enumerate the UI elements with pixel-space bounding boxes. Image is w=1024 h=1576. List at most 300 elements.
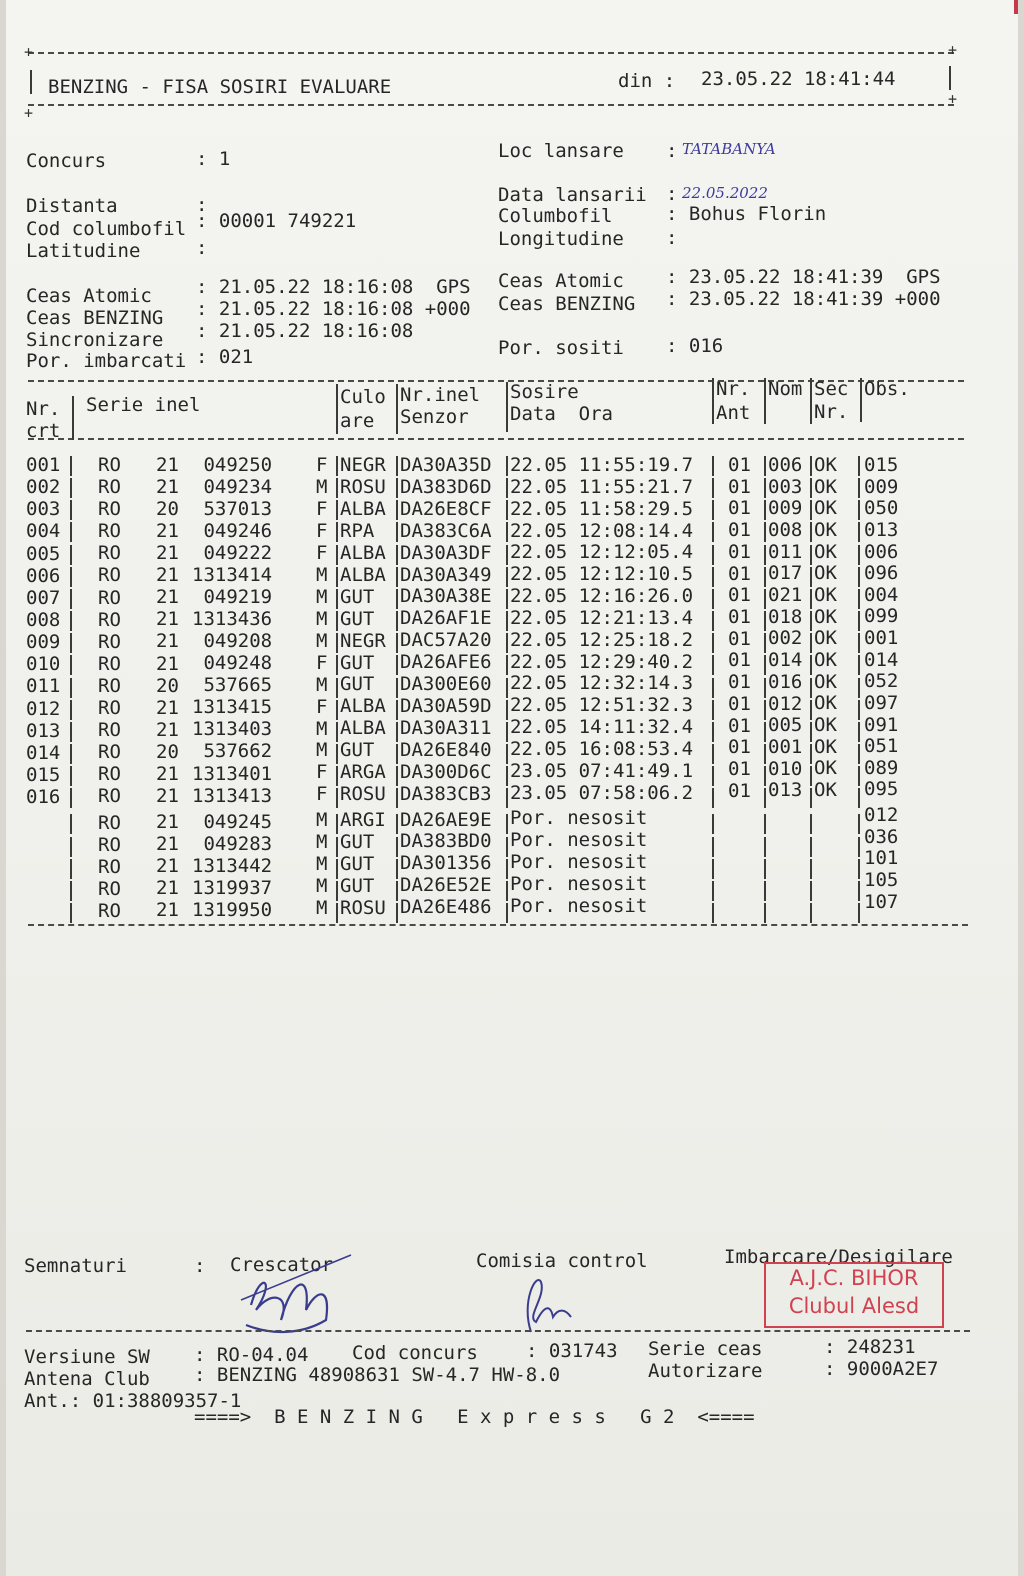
col-header-crt: crt [26, 420, 61, 442]
cell-obs: 101 [864, 847, 899, 870]
benzing-banner: ====> B E N Z I N G E x p r e s s G 2 <==== [194, 1406, 755, 1428]
value-por-sositi: : 016 [666, 335, 724, 357]
column-separator [396, 500, 398, 520]
col-header-sec-2: Nr. [814, 401, 849, 423]
cell-an: 21 [156, 520, 179, 543]
column-separator [764, 678, 766, 698]
column-separator [810, 814, 812, 834]
cell-tara: RO [98, 833, 121, 856]
cell-sosire: 22.05 14:11:32.4 [510, 716, 694, 739]
column-separator [336, 500, 338, 520]
cell-senzor: DA26E8CF [400, 497, 492, 520]
cell-inel: 1313442 [192, 854, 273, 877]
cell-senzor: DA26E52E [400, 874, 492, 897]
cell-sec: OK [814, 518, 837, 541]
column-separator [396, 478, 398, 498]
cell-obs: 050 [864, 497, 899, 520]
cell-inel: 1313401 [192, 762, 273, 785]
column-separator [810, 722, 812, 742]
column-separator [70, 522, 72, 542]
cell-senzor: DA383BD0 [400, 830, 492, 853]
column-separator [712, 766, 714, 786]
value-ceas-benzing-start: : 21.05.22 18:16:08 +000 [196, 298, 471, 320]
cell-nr-crt: 003 [26, 498, 61, 521]
column-separator [858, 766, 860, 786]
cell-culoare: ARGA [340, 761, 386, 784]
cell-nom: 013 [768, 779, 803, 802]
value-ceas-benzing-end: : 23.05.22 18:41:39 +000 [666, 288, 941, 310]
cell-sosire: Por. nesosit [510, 829, 648, 852]
cell-nr-ant: 01 [728, 779, 751, 802]
column-separator [506, 456, 508, 476]
column-separator [712, 478, 714, 498]
column-separator [810, 744, 812, 764]
antena-value: : BENZING 48908631 SW-4.7 HW-8.0 [194, 1364, 561, 1386]
column-separator [336, 766, 338, 786]
column-separator [70, 859, 72, 879]
cell-an: 21 [156, 630, 179, 653]
value-columbofil: : Bohus Florin [666, 203, 827, 225]
column-separator [712, 589, 714, 609]
cell-culoare: NEGR [340, 454, 386, 476]
column-separator [336, 678, 338, 698]
cell-inel: 049246 [192, 520, 273, 543]
cell-tara: RO [98, 811, 121, 834]
column-separator [810, 567, 812, 587]
column-separator [712, 522, 714, 542]
cell-sex: M [316, 607, 328, 630]
column-separator [506, 633, 508, 653]
stamp-line-2: Clubul Alesd [788, 1294, 920, 1318]
cell-obs: 099 [864, 605, 899, 628]
signatures-sep: : [194, 1255, 206, 1277]
column-separator [858, 903, 860, 923]
cell-sec: OK [814, 735, 837, 758]
cell-culoare: ROSU [340, 783, 386, 806]
cell-nom: 017 [768, 562, 803, 585]
cell-sec: OK [814, 627, 837, 650]
column-separator [764, 744, 766, 764]
column-separator [764, 456, 766, 476]
cell-sosire: 22.05 12:25:18.2 [510, 628, 694, 651]
cell-obs: 107 [864, 890, 899, 913]
versiune-label: Versiune SW [24, 1346, 150, 1368]
value-data-lansarii: : [666, 183, 678, 205]
cell-an: 21 [156, 810, 179, 833]
cell-tara: RO [98, 855, 121, 878]
column-separator [764, 611, 766, 631]
column-separator [712, 456, 714, 476]
column-separator [396, 744, 398, 764]
cell-an: 21 [156, 652, 179, 675]
cell-tara: RO [98, 697, 121, 720]
cell-culoare: GUT [340, 853, 375, 876]
column-separator [764, 478, 766, 498]
label-por-imbarcati: Por. imbarcati [26, 350, 187, 372]
column-separator [336, 744, 338, 764]
table-row [6, 498, 1018, 520]
column-separator [858, 859, 860, 879]
column-separator [396, 522, 398, 542]
cell-sosire: 22.05 12:16:26.0 [510, 585, 694, 608]
column-separator [764, 545, 766, 565]
cell-sosire: 22.05 12:12:05.4 [510, 541, 694, 564]
cell-obs: 015 [864, 454, 899, 476]
cell-sex: M [316, 563, 328, 586]
cell-nr-crt: 015 [26, 763, 61, 786]
cell-tara: RO [98, 542, 121, 565]
cell-sex: M [316, 809, 328, 832]
cell-senzor: DA26AE9E [400, 808, 492, 831]
label-cod-columbofil: Cod columbofil [26, 218, 187, 240]
column-separator [396, 456, 398, 476]
column-separator [396, 589, 398, 609]
cell-an: 21 [156, 542, 179, 565]
cell-nr-ant: 01 [728, 454, 751, 476]
cell-obs: 052 [864, 670, 899, 693]
cell-nom: 014 [768, 649, 803, 672]
column-separator [336, 655, 338, 675]
cell-nr-ant: 01 [728, 584, 751, 607]
cell-nr-ant: 01 [728, 519, 751, 542]
cell-inel: 049283 [192, 832, 273, 855]
column-separator [396, 545, 398, 565]
column-separator [764, 700, 766, 720]
table-row [6, 454, 1018, 476]
col-header-sosire: Sosire [510, 381, 579, 403]
cell-inel: 1313413 [192, 784, 273, 807]
column-separator [810, 522, 812, 542]
header-top-rule [28, 52, 954, 54]
column-separator [764, 766, 766, 786]
cell-tara: RO [98, 652, 121, 675]
column-separator [396, 633, 398, 653]
cell-culoare: GUT [340, 585, 375, 608]
column-separator [764, 522, 766, 542]
column-separator [336, 814, 338, 834]
cell-tara: RO [98, 763, 121, 786]
column-separator [506, 881, 508, 901]
cell-sosire: 22.05 11:55:21.7 [510, 475, 694, 498]
cell-obs: 089 [864, 756, 899, 779]
cell-nr-ant: 01 [728, 475, 751, 498]
cell-culoare: RPA [340, 519, 375, 542]
col-header-culoare-1: Culo [340, 386, 386, 408]
signatures-label: Semnaturi [24, 1255, 127, 1277]
column-separator [396, 766, 398, 786]
cell-obs: 091 [864, 713, 899, 736]
cell-obs: 036 [864, 825, 899, 848]
cell-sosire: 22.05 12:21:13.4 [510, 606, 694, 629]
cell-sec: OK [814, 583, 837, 606]
label-data-lansarii: Data lansarii [498, 184, 647, 206]
column-separator [764, 633, 766, 653]
cell-an: 21 [156, 718, 179, 741]
column-separator [70, 500, 72, 520]
cell-culoare: ROSU [340, 896, 386, 919]
column-separator [70, 700, 72, 720]
column-separator [858, 788, 860, 808]
column-separator [858, 837, 860, 857]
column-separator [858, 633, 860, 653]
cell-nr-ant: 01 [728, 757, 751, 780]
report-date-value: 23.05.22 18:41:44 [701, 68, 896, 90]
column-separator [506, 478, 508, 498]
cell-sosire: 23.05 07:41:49.1 [510, 759, 694, 782]
cell-sex: M [316, 629, 328, 652]
stamp-line-1: A.J.C. BIHOR [789, 1266, 919, 1290]
cell-nr-crt: 010 [26, 653, 61, 676]
column-separator [858, 700, 860, 720]
column-separator [506, 655, 508, 675]
cell-nr-ant: 01 [728, 562, 751, 585]
cell-tara: RO [98, 719, 121, 742]
cell-nom: 016 [768, 670, 803, 693]
cell-nom: 011 [768, 540, 803, 563]
cell-sex: M [316, 673, 328, 696]
column-separator [764, 903, 766, 923]
cell-senzor: DA30A59D [400, 695, 492, 717]
label-sincronizare: Sincronizare [26, 329, 164, 351]
col-header-sec-1: Sec [814, 378, 849, 400]
cell-nr-crt: 005 [26, 542, 61, 565]
value-ceas-atomic-end: : 23.05.22 18:41:39 GPS [666, 266, 941, 288]
cell-an: 21 [156, 877, 179, 900]
cell-nr-crt: 008 [26, 608, 61, 631]
cell-sec: OK [814, 605, 837, 628]
value-longitudine: : [666, 227, 678, 249]
column-separator [396, 788, 398, 808]
versiune-value: : RO-04.04 [194, 1344, 309, 1366]
column-separator [70, 722, 72, 742]
column-separator [506, 744, 508, 764]
label-ceas-atomic-start: Ceas Atomic [26, 285, 152, 307]
cell-an: 21 [156, 784, 179, 807]
cell-sec: OK [814, 540, 837, 563]
cell-inel: 049250 [192, 454, 273, 476]
column-separator [70, 744, 72, 764]
cell-an: 21 [156, 586, 179, 609]
label-loc-lansare: Loc lansare [498, 140, 624, 162]
column-separator [764, 837, 766, 857]
cell-obs: 001 [864, 627, 899, 649]
red-edge-mark [1014, 0, 1018, 14]
column-separator [712, 744, 714, 764]
column-separator [858, 589, 860, 609]
column-separator [810, 545, 812, 565]
cell-sec: OK [814, 475, 837, 498]
cell-sec: OK [814, 454, 837, 476]
cell-nom: 005 [768, 714, 803, 737]
cell-nr-crt: 014 [26, 741, 61, 764]
cell-senzor: DA26AF1E [400, 607, 492, 630]
cell-obs: 009 [864, 475, 899, 498]
report-date-label: din : [618, 70, 676, 92]
column-separator [858, 678, 860, 698]
cell-culoare: ALBA [340, 695, 386, 718]
column-separator [506, 522, 508, 542]
cell-sosire: 22.05 12:12:10.5 [510, 563, 694, 586]
cell-sosire: 22.05 11:58:29.5 [510, 497, 694, 520]
column-separator [336, 788, 338, 808]
label-ceas-benzing-end: Ceas BENZING [498, 293, 636, 315]
column-separator [810, 766, 812, 786]
table-bottom-rule [28, 924, 968, 926]
column-separator [764, 655, 766, 675]
column-separator [858, 545, 860, 565]
signature-crescator-label: Crescator [230, 1254, 333, 1276]
cell-senzor: DA26E840 [400, 738, 492, 761]
cell-tara: RO [98, 608, 121, 631]
cell-sosire: 22.05 16:08:53.4 [510, 737, 694, 760]
col-header-data-ora: Data Ora [510, 403, 613, 425]
cell-culoare: ALBA [340, 717, 386, 740]
cell-nom: 009 [768, 497, 803, 520]
cell-an: 21 [156, 454, 179, 476]
printout-sheet: + + BENZING - FISA SOSIRI EVALUARE din : 23.05.22 18:41:44 + + Concurs : 1 Distanta : Cod columbofil : 00001 749221 Latitudine : Ceas Atomic : 21.05.22 18:16:08 GPS Ceas BENZING : 21.05.22 18:16:08 +000 Sincronizare : 21.05.22 18:16:08 Por. imbarcati : 021 Loc lansare : TATABANYA Data lansarii : 22.05.2022 Columbofil : Bohus Florin Longitudine : Ceas Atomic : 23.05.22 18:41:39 GPS Ceas BENZING : 23.05.22 18:41:39 +000 Por. sositi : 016 Nr. crt Serie inel Culo are Nr.inel Senzor Sosire Data Ora Nr. Ant Nom Sec Nr. Obs. 001 RO 21 049250 F NEGR DA30A35D 22.05 11:55:19.7 01 006 OK 015 002 RO 21 049234 M ROSU DA383D6D 22.05 11:55:21.7 01 003 OK 009 003 RO 20 537013 F ALBA DA26E8CF 22.05 11:58:29.5 01 009 OK 050 004 RO 21 049246 F RPA DA383C6A 22.05 12:08:14.4 01 008 OK 013 005 RO 21 049222 F ALBA DA30A3DF 22.05 12:12:05.4 01 011 OK 006 006 RO 21 1313414 M ALBA DA30A349 22.05 12:12:10.5 01 017 OK 096 007 RO 21 049219 M GUT DA30A38E 22.05 12:16:26.0 01 021 OK 004 008 RO 21 1313436 M GUT DA26AF1E 22.05 12:21:13.4 01 018 OK 099 009 RO 21 049208 M NEGR DAC57A20 22.05 12:25:18.2 01 002 OK 001 010 RO 21 049248 F GUT DA26AFE6 22.05 12:29:40.2 01 014 OK 014 011 RO 20 537665 M GUT DA300E60 22.05 12:32:14.3 01 016 OK 052 012 RO 21 1313415 F ALBA DA30A59D 22.05 12:51:32.3 01 012 OK 097 013 RO 21 1313403 M ALBA DA30A311 22.05 14:11:32.4 01 005 OK 091 014 RO 20 537662 M GUT DA26E840 22.05 16:08:53.4 01 001 OK 051 015 RO 21 1313401 F ARGA DA300D6C 23.05 07:41:49.1 01 010 OK 089 016 RO 21 1313413 F ROSU DA383CB3 23.05 07:58:06.2 01 013 OK 095 RO 21 049245 M ARGI DA26AE9E Por. nesosit 012 RO 21 049283 M GUT DA383BD0 Por. nesosit 036 RO 21 1313442 M GUT DA301356 Por. nesosit 101 RO 21 1319937 M GUT DA26E52E Por. nesosit 105 RO 21 1319950 M ROSU DA26E486 Por. nesosit 107 Semnaturi : Crescator Comisia control Imbarcare/Desigilare A.J.C. BIHOR Clubul Alesd Versiune SW : RO-04.04 Cod concurs : 031743 Serie ceas : 248231 Antena Club : BENZING 48908631 SW-4.7 HW-8.0 Autorizare : 9000A2E7 Ant.: 01:38809357-1 ====> B E N Z I N G E x p r e s s G 2 <==== [6, 0, 1018, 1576]
cell-obs: 013 [864, 518, 899, 541]
cell-inel: 049222 [192, 542, 273, 565]
column-separator [858, 722, 860, 742]
cell-culoare: ROSU [340, 475, 386, 498]
column-separator [506, 859, 508, 879]
column-separator [810, 788, 812, 808]
cell-inel: 049208 [192, 630, 273, 653]
column-separator [70, 567, 72, 587]
cell-sex: M [316, 897, 328, 920]
cell-senzor: DA26AFE6 [400, 651, 492, 674]
cell-nom: 010 [768, 757, 803, 780]
column-separator [70, 655, 72, 675]
cell-obs: 095 [864, 778, 899, 801]
column-separator [712, 859, 714, 879]
cod-concurs-label: Cod concurs [352, 1342, 478, 1364]
column-separator [712, 837, 714, 857]
column-separator [336, 567, 338, 587]
column-separator [712, 814, 714, 834]
cell-sec: OK [814, 648, 837, 671]
cell-nr-ant: 01 [728, 736, 751, 759]
cell-obs: 004 [864, 583, 899, 606]
cell-senzor: DA383D6D [400, 475, 492, 498]
cell-an: 20 [156, 498, 179, 521]
cell-obs: 006 [864, 540, 899, 563]
column-separator [70, 837, 72, 857]
cell-sex: M [316, 831, 328, 854]
cell-nr-crt: 009 [26, 631, 61, 654]
cell-sex: F [316, 761, 328, 784]
cell-culoare: GUT [340, 607, 375, 630]
column-separator [712, 700, 714, 720]
cell-sex: M [316, 585, 328, 608]
cell-nr-crt: 016 [26, 786, 61, 809]
column-separator [810, 633, 812, 653]
cell-nom: 006 [768, 454, 803, 476]
cell-sosire: 22.05 12:51:32.3 [510, 694, 694, 717]
cell-sec: OK [814, 692, 837, 715]
column-separator [336, 456, 338, 476]
cell-senzor: DA300D6C [400, 760, 492, 783]
column-separator [712, 655, 714, 675]
handwritten-loc-lansare: TATABANYA [682, 140, 776, 158]
cell-inel: 1313414 [192, 564, 273, 587]
column-separator [506, 766, 508, 786]
cell-inel: 1313403 [192, 718, 273, 741]
label-por-sositi: Por. sositi [498, 337, 624, 359]
antena-label: Antena Club [24, 1368, 150, 1390]
cell-sosire: Por. nesosit [510, 894, 648, 917]
cell-nr-ant: 01 [728, 497, 751, 520]
cell-tara: RO [98, 785, 121, 808]
cell-senzor: DA30A35D [400, 454, 492, 476]
cell-an: 21 [156, 899, 179, 922]
cell-obs: 105 [864, 868, 899, 891]
col-header-nom: Nom [768, 378, 803, 400]
handwritten-data-lansarii: 22.05.2022 [682, 184, 768, 202]
cell-tara: RO [98, 674, 121, 697]
column-separator [712, 678, 714, 698]
label-latitudine: Latitudine [26, 240, 141, 262]
value-distanta: : [196, 194, 208, 216]
cell-senzor: DA300E60 [400, 673, 492, 696]
cell-culoare: GUT [340, 739, 375, 762]
column-separator [858, 611, 860, 631]
cell-tara: RO [98, 877, 121, 900]
serie-ceas-value: : 248231 [824, 1336, 916, 1358]
cell-nr-ant: 01 [728, 649, 751, 672]
column-separator [396, 700, 398, 720]
cell-an: 21 [156, 855, 179, 878]
column-separator [506, 722, 508, 742]
column-separator [70, 456, 72, 476]
column-separator [70, 766, 72, 786]
column-separator [70, 903, 72, 923]
column-separator [858, 567, 860, 587]
column-separator [810, 500, 812, 520]
column-separator [810, 700, 812, 720]
column-separator [810, 589, 812, 609]
label-ceas-benzing-start: Ceas BENZING [26, 307, 164, 329]
cell-an: 21 [156, 762, 179, 785]
table-row [6, 890, 1018, 923]
cell-culoare: GUT [340, 874, 375, 897]
cell-nom: 008 [768, 519, 803, 542]
cell-sec: OK [814, 497, 837, 520]
cell-nom: 002 [768, 627, 803, 650]
value-por-imbarcati: : 021 [196, 346, 254, 368]
cell-sosire: Por. nesosit [510, 807, 648, 830]
column-separator [506, 678, 508, 698]
column-separator [70, 478, 72, 498]
column-separator [506, 589, 508, 609]
label-distanta: Distanta [26, 195, 118, 217]
table-row [6, 520, 1018, 542]
cell-sex: F [316, 541, 328, 564]
cell-nr-crt: 011 [26, 675, 61, 698]
cell-nom: 018 [768, 605, 803, 628]
column-separator [712, 881, 714, 901]
column-separator [506, 567, 508, 587]
column-separator [396, 611, 398, 631]
cell-nr-crt: 012 [26, 697, 61, 720]
cell-nr-crt: 001 [26, 454, 61, 476]
column-separator [70, 788, 72, 808]
cell-inel: 537013 [192, 498, 273, 521]
cell-sosire: Por. nesosit [510, 873, 648, 895]
cell-nr-ant: 01 [728, 627, 751, 650]
column-separator [506, 611, 508, 631]
column-separator [396, 881, 398, 901]
